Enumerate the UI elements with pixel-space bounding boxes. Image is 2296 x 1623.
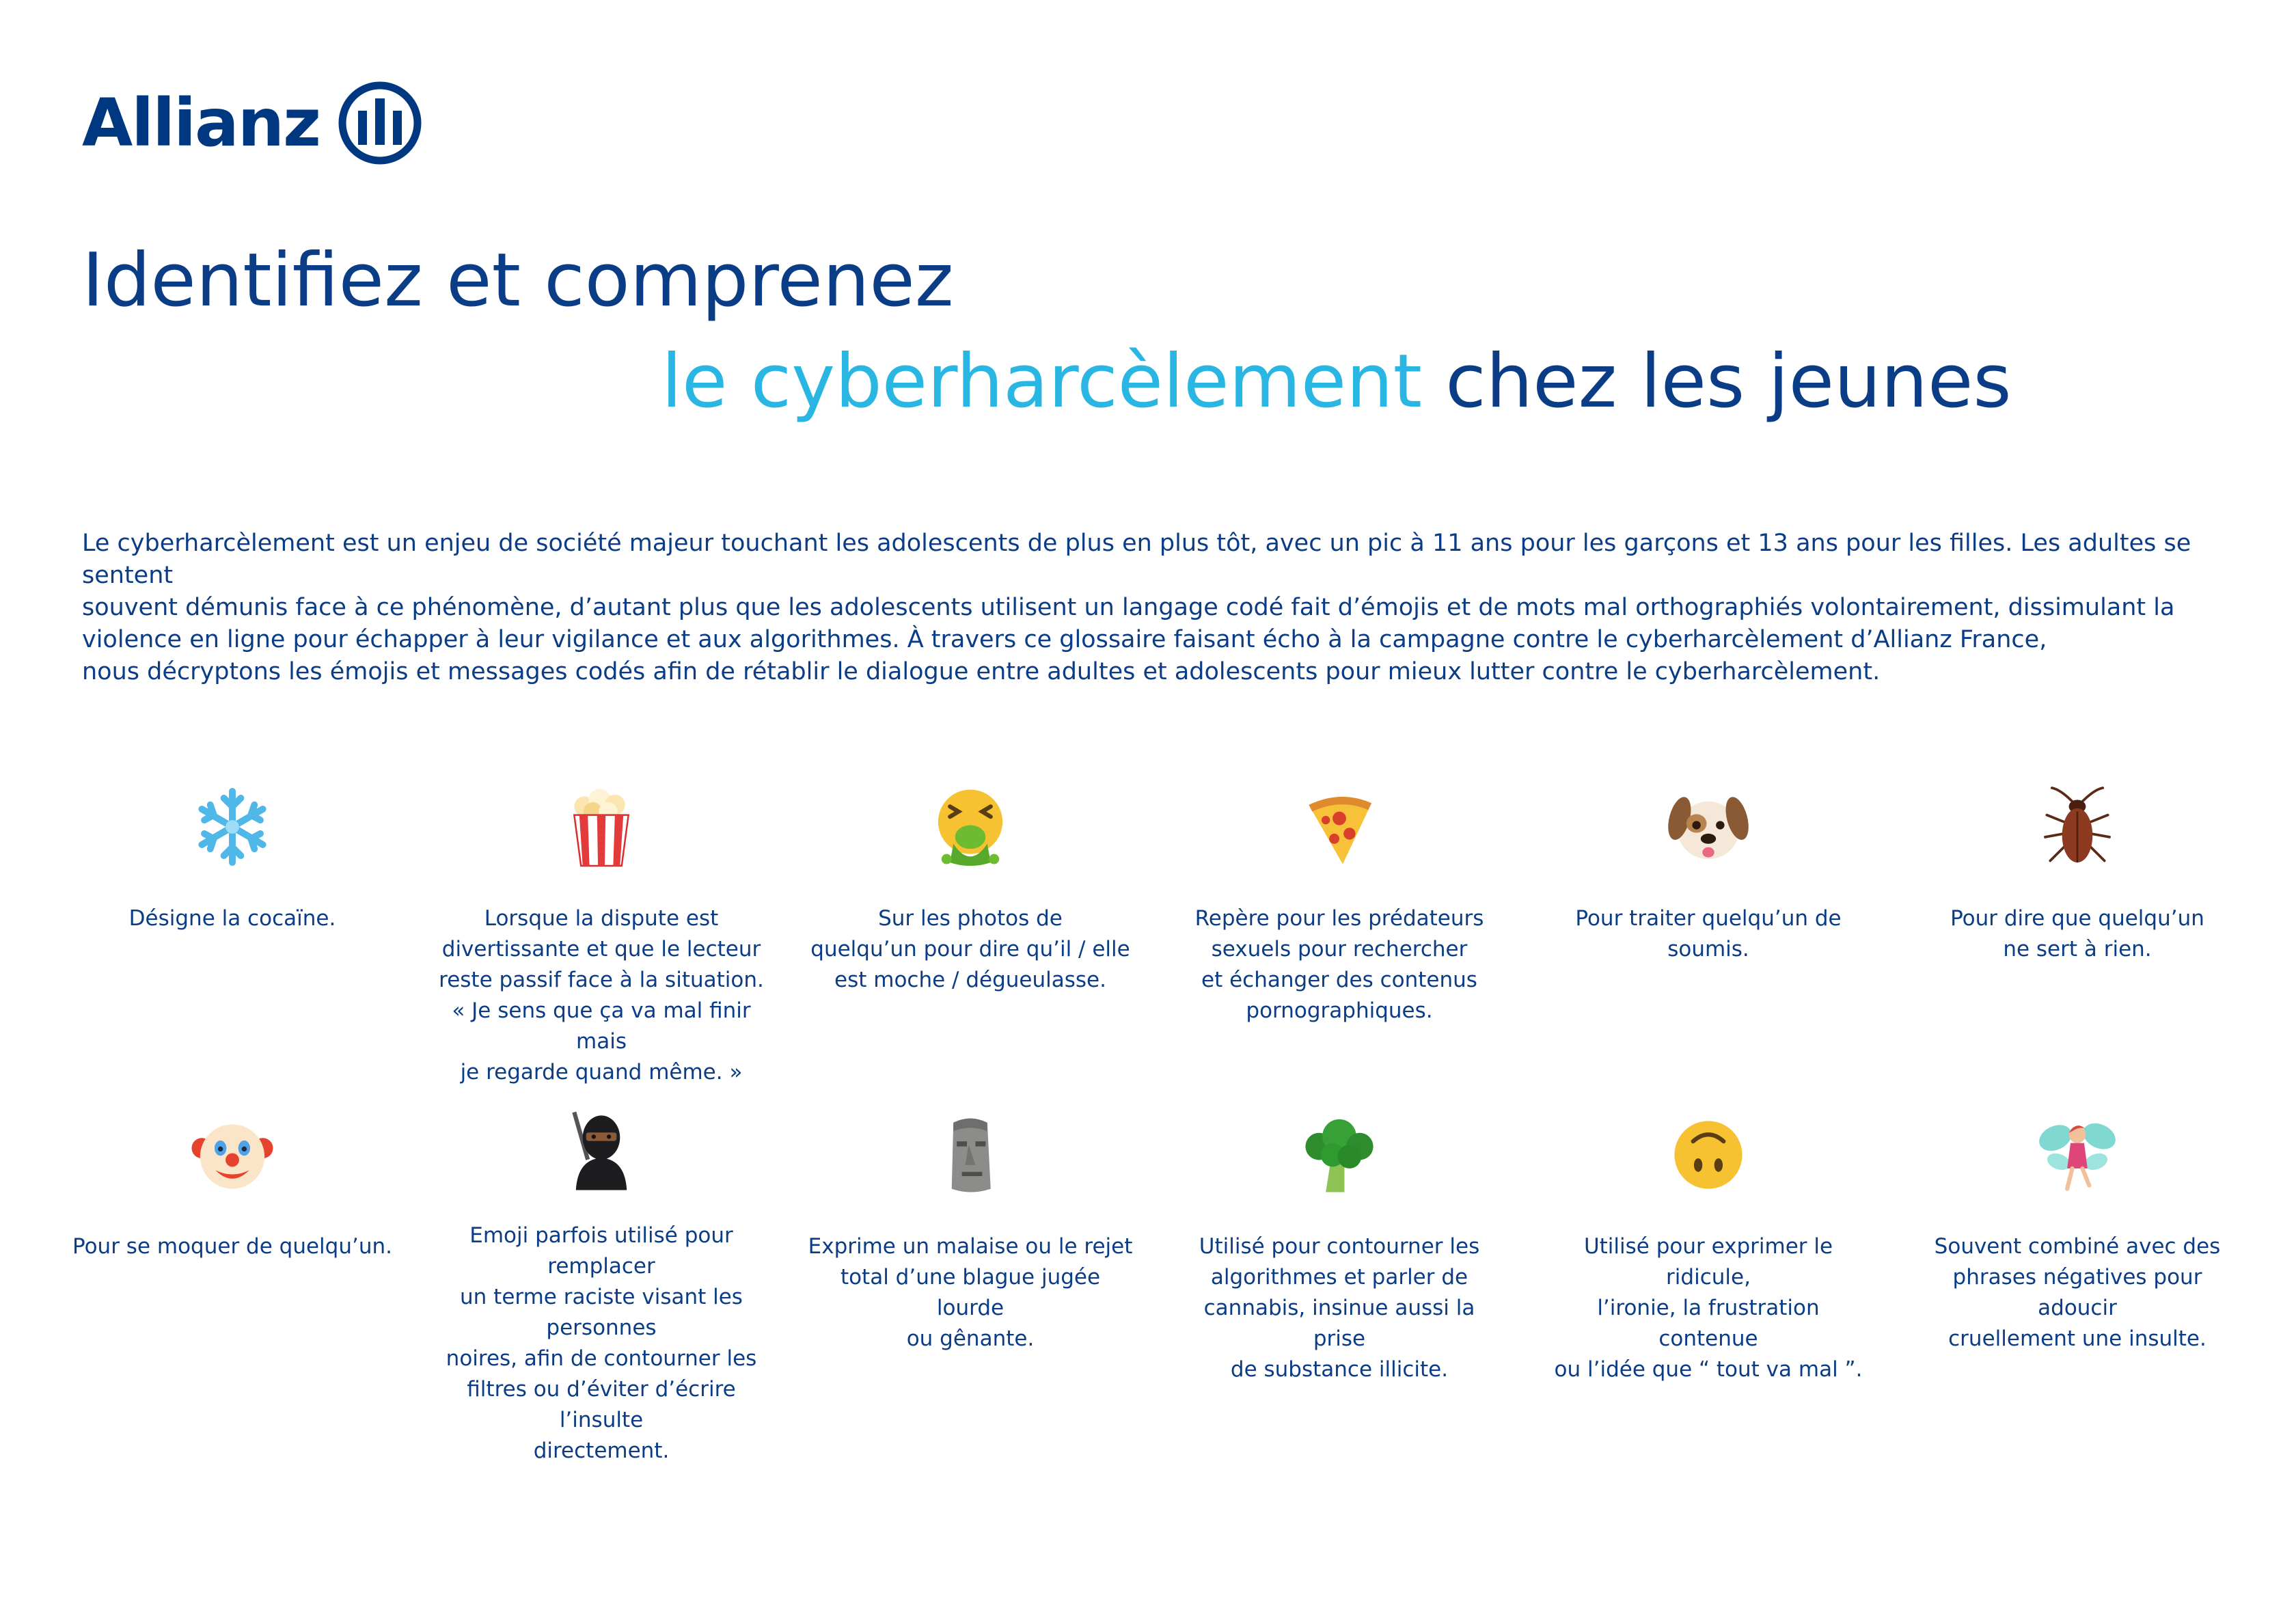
page-title-line1: Identifiez et comprenez xyxy=(82,238,954,323)
glossary-description: Pour se moquer de quelqu’un. xyxy=(72,1234,392,1259)
page-title-rest: chez les jeunes xyxy=(1421,339,2012,424)
glossary-description: Utilisé pour exprimer le ridicule, l’ironie, la frustration contenue ou l’idée que “ tout va mal ”. xyxy=(1554,1234,1863,1382)
glossary-description: Pour traiter quelqu’un de soumis. xyxy=(1575,906,1842,961)
glossary-item-cockroach xyxy=(1893,779,2262,1107)
glossary-item-dog xyxy=(1524,779,1893,1107)
glossary-description: Utilisé pour contourner les algorithmes et parler de cannabis, insinue aussi la prise de substance illicite. xyxy=(1199,1234,1480,1382)
glossary-item-upside-down xyxy=(1524,1107,1893,1435)
ninja-icon xyxy=(554,1107,649,1192)
vomiting-face-icon xyxy=(922,779,1018,875)
glossary-item-pizza xyxy=(1155,779,1524,1107)
glossary-item-broccoli xyxy=(1155,1107,1524,1435)
allianz-logo xyxy=(82,75,422,171)
fairy-icon xyxy=(2030,1107,2125,1203)
glossary-description: Désigne la cocaïne. xyxy=(128,906,336,931)
glossary-description: Repère pour les prédateurs sexuels pour rechercher et échanger des contenus pornographiques. xyxy=(1194,906,1484,1023)
glossary-item-snowflake xyxy=(48,779,417,1107)
glossary-item-ninja xyxy=(417,1107,786,1463)
moai-icon xyxy=(922,1107,1018,1203)
allianz-eagle-mark-icon xyxy=(338,81,422,165)
glossary-description: Sur les photos de quelqu’un pour dire qu’il / elle est moche / dégueulasse. xyxy=(810,906,1130,992)
glossary-description: Lorsque la dispute est divertissante et que le lecteur reste passif face à la situation. « Je sens que ça va mal finir mais je regarde quand même. » xyxy=(439,906,764,1085)
page-title-line2 xyxy=(661,339,2012,424)
clown-face-icon xyxy=(184,1107,280,1203)
glossary-description: Pour dire que quelqu’un ne sert à rien. xyxy=(1950,906,2204,961)
cockroach-icon xyxy=(2030,779,2125,875)
popcorn-icon xyxy=(554,779,649,875)
glossary-description: Emoji parfois utilisé pour remplacer un terme raciste visant les personnes noires, afin de contourner les filtres ou d’éviter d’écrire l’insulte directement. xyxy=(446,1223,757,1463)
emoji-glossary xyxy=(48,779,2262,1463)
broccoli-icon xyxy=(1292,1107,1387,1203)
pizza-icon xyxy=(1292,779,1387,875)
dog-face-icon xyxy=(1660,779,1756,875)
intro-line: nous décryptons les émojis et messages codés afin de rétablir le dialogue entre adultes et adolescents pour mieux lutter contre le cyberharcèlement. xyxy=(82,658,1881,685)
snowflake-icon xyxy=(184,779,280,875)
glossary-description: Exprime un malaise ou le rejet total d’une blague jugée lourde ou gênante. xyxy=(808,1234,1133,1351)
intro-line: souvent démunis face à ce phénomène, d’autant plus que les adolescents utilisent un langage codé fait d’émojis et de mots mal orthographiés volontairement, dissimulant la xyxy=(82,594,2175,621)
glossary-item-vomiting xyxy=(786,779,1155,1107)
intro-line: violence en ligne pour échapper à leur vigilance et aux algorithmes. À travers ce glossaire faisant écho à la campagne contre le cyberharcèlement d’Allianz France, xyxy=(82,626,2047,653)
intro-paragraph xyxy=(82,528,2221,688)
intro-line: Le cyberharcèlement est un enjeu de société majeur touchant les adolescents de plus en plus tôt, avec un pic à 11 ans pour les garçons et 13 ans pour les filles. Les adultes se sentent xyxy=(82,530,2191,589)
brand-wordmark: Allianz xyxy=(82,85,320,161)
glossary-item-fairy xyxy=(1893,1107,2262,1435)
glossary-description: Souvent combiné avec des phrases négatives pour adoucir cruellement une insulte. xyxy=(1934,1234,2221,1351)
glossary-item-moai xyxy=(786,1107,1155,1435)
glossary-item-clown xyxy=(48,1107,417,1435)
page-title-accent: le cyberharcèlement xyxy=(661,339,1422,424)
glossary-item-popcorn xyxy=(417,779,786,1107)
upside-down-face-icon xyxy=(1660,1107,1756,1203)
